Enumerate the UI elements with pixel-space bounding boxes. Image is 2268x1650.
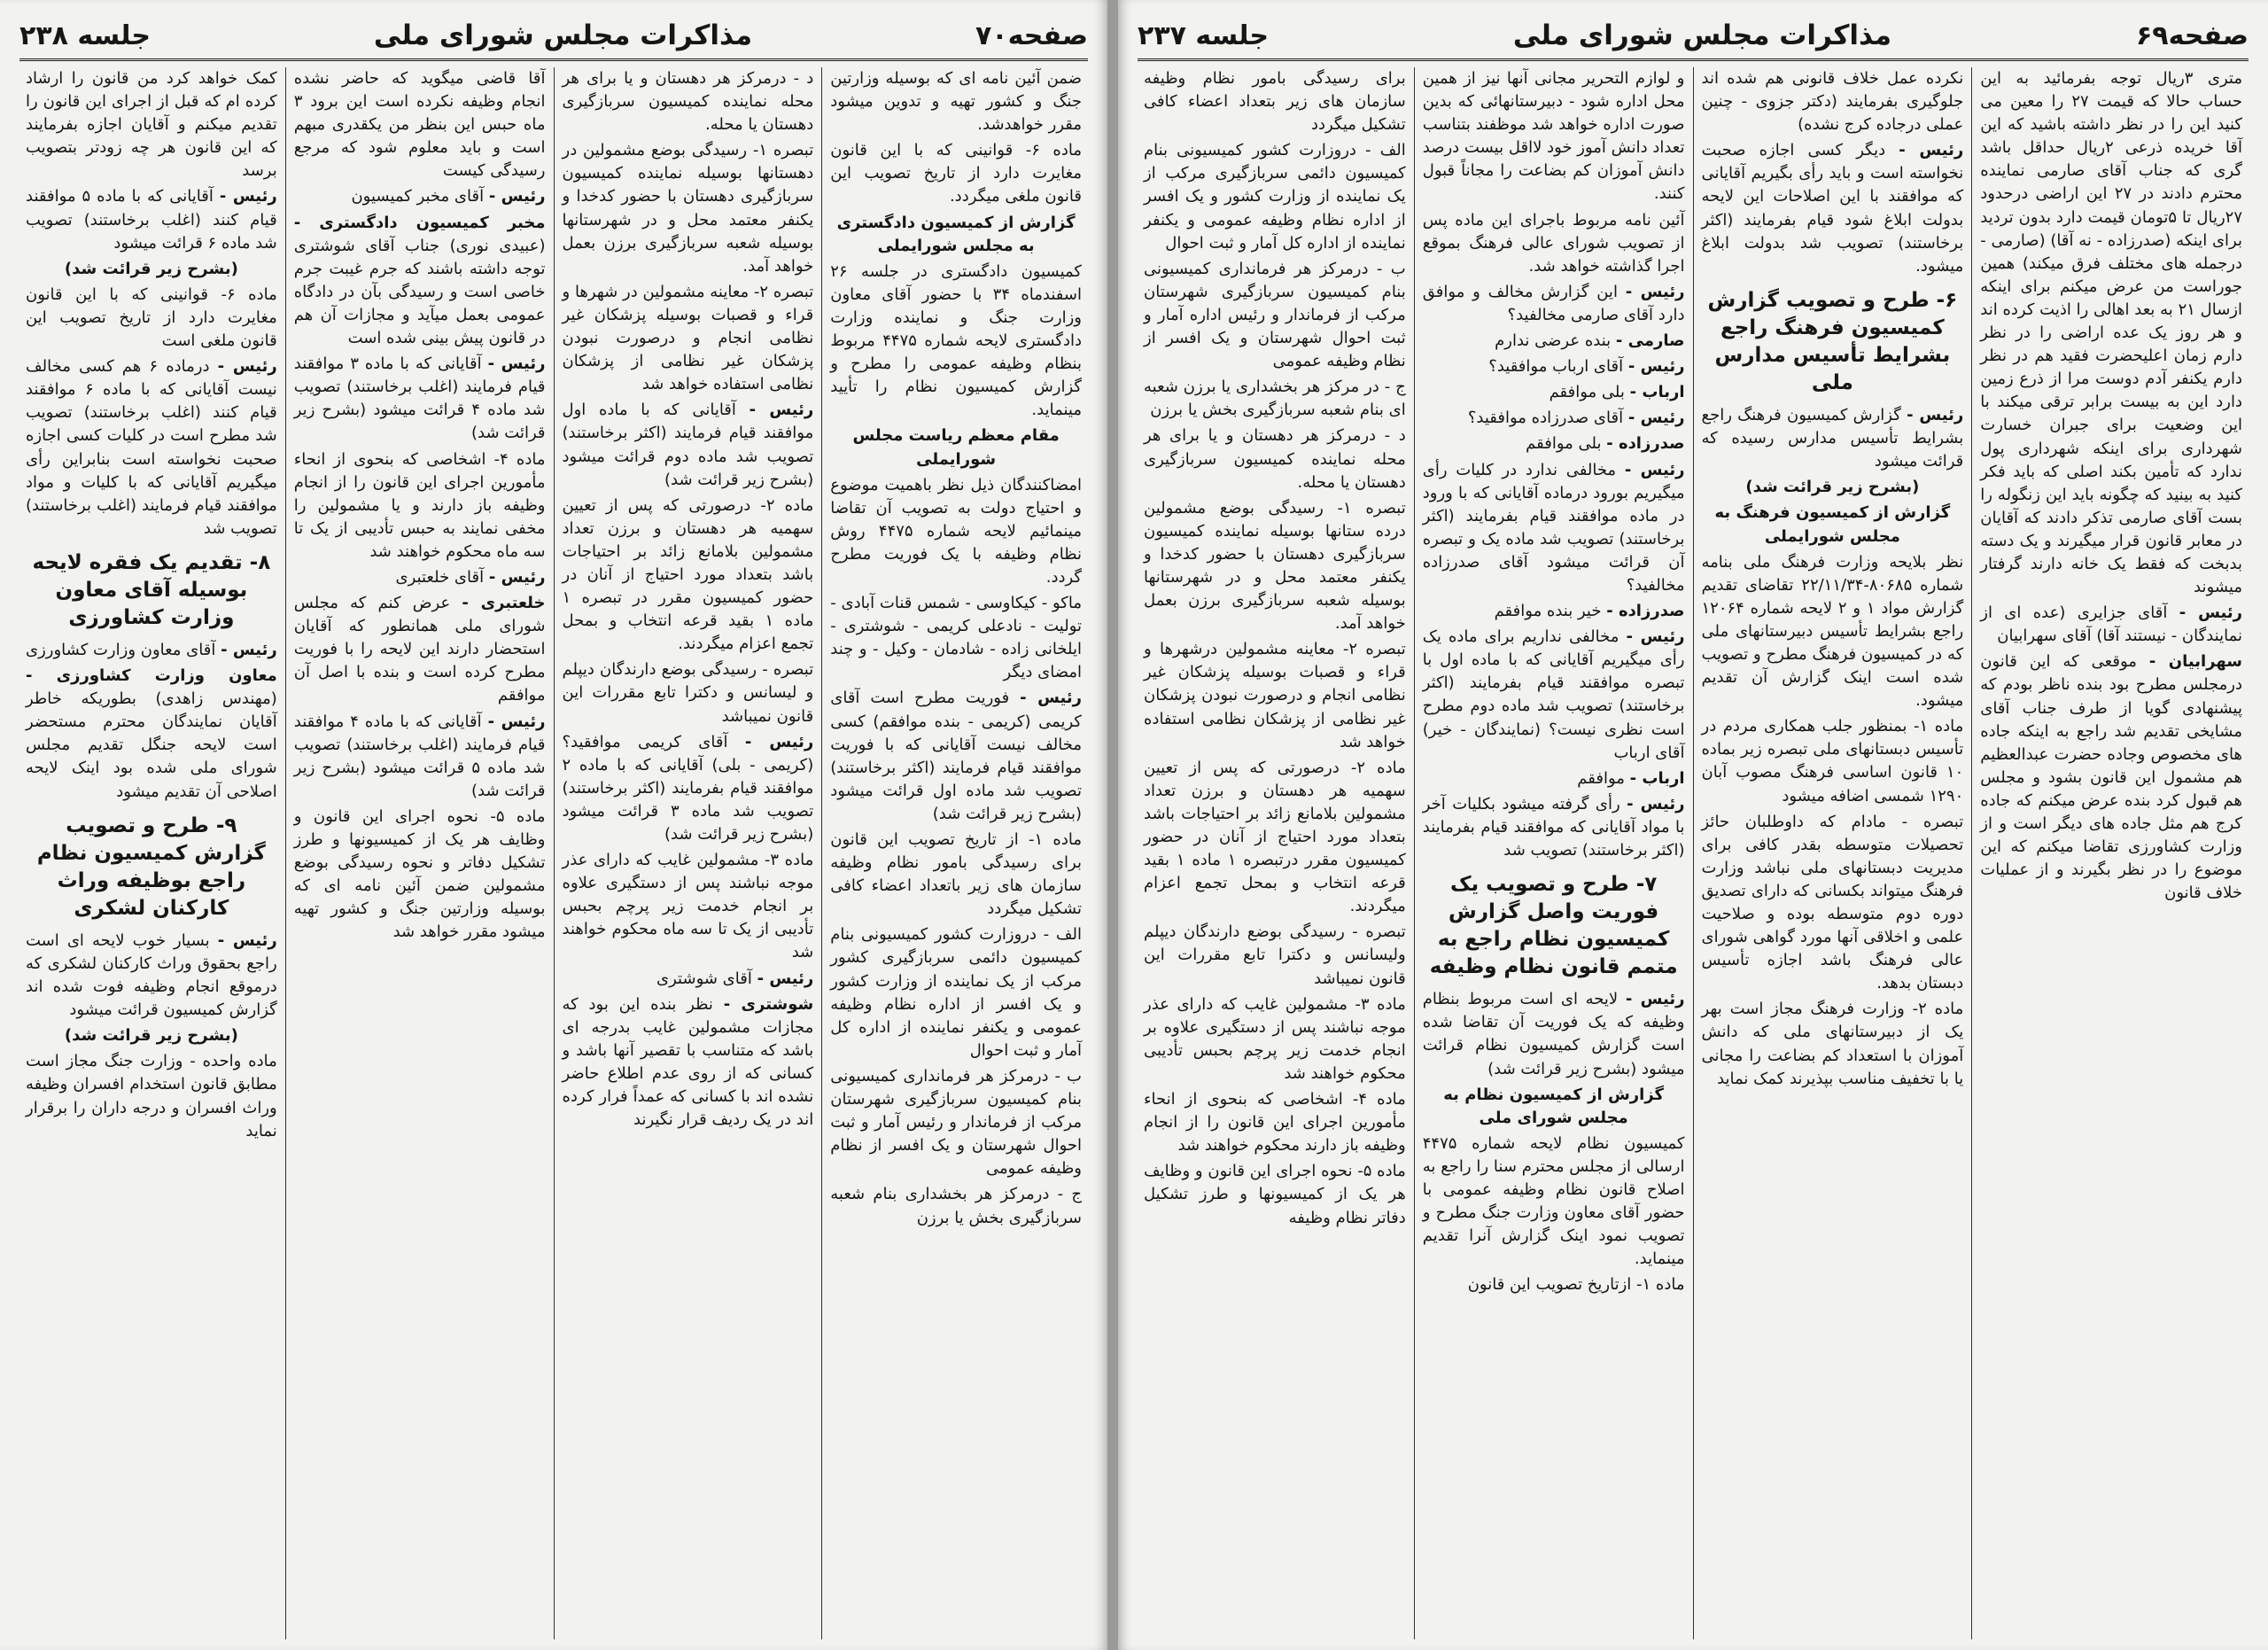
speaker-paragraph [1423,281,1685,327]
paragraph-text: تبصره ۱- رسیدگی بوضع مشمولین در دهستانها بوسیله نماینده کمیسیون سربازگیری دهستان با حضور کدخدا و یکنفر معتمد محل و در شهرستانها بوسیله شعبه سربازگیری برزن بعمل خواهد آمد. [562,141,814,276]
paragraph-text: بلی موافقم [1526,434,1602,454]
speaker-paragraph [1702,404,1964,473]
paragraph-text: دیگر کسی اجازه صحبت نخواسته است و باید رأی بگیریم آقایانی که موافقند با این اصلاحات این لایحه بدولت ابلاغ شود قیام بفرمایند (اکثر برخاستند) تصویب شد بدولت ابلاغ میشود. [1701,141,1964,276]
paragraph-text: ماده واحده - وزارت جنگ مجاز است مطابق قانون استخدام افسران وظیفه وراث افسران و درجه داران را برقرار نماید [26,1052,277,1140]
paragraph-text: بلی موافقم [1549,383,1625,402]
speaker-name: رئیس - [488,567,546,587]
speaker-paragraph [1423,626,1685,765]
paragraph [26,1050,277,1142]
speaker-paragraph [1423,459,1685,598]
speaker-name: رئیس - [488,187,546,206]
paragraph-text: خیر بنده موافقم [1494,602,1602,621]
section-heading: ۸- تقدیم یک فقره لایحه بوسیله آقای معاون وزارت کشاورزی [32,550,271,629]
paragraph-text: آقای جزایری (عده ای از نمایندگان - نیستند آقا) آقای سهرابیان [1980,603,2242,646]
text-column [1693,67,1972,1639]
paragraph [1144,921,1406,990]
column-grid [1136,67,2250,1639]
paragraph-text: (عبیدی نوری) جناب آقای شوشتری توجه داشته باشند که جرم غیبت جرم خاصی است و رسیدگی بآن در دادگاه عمومی بعمل میآید و مجازات آن هم در قانون پیش بینی شده است [293,236,546,348]
paragraph-text: ماده ۱- از تاریخ تصویب این قانون برای رسیدگی بامور نظام وظیفه سازمان های زیر باتعداد اعضاء کافی تشکیل میگردد [830,830,1083,919]
paragraph-text: آقای معاون وزارت کشاورزی [25,641,216,660]
paragraph-text: ماده ۶- قوانینی که با این قانون مغایرت دارد از تاریخ تصویب این قانون ملغی میگردد. [830,141,1082,206]
paragraph-text: ضمن آئین نامه ای که بوسیله وزارتین جنگ و کشور تهیه و تدوین میشود مقرر خواهدشد. [830,69,1082,135]
speaker-paragraph [294,353,546,445]
paragraph-text: آقایانی که با ماده اول موافقند قیام فرمایند (اکثر برخاستند) تصویب شد ماده دوم قرائت میشود (بشرح زیر قرائت شد) [562,401,814,489]
speaker-name: خلعتبری - [462,594,546,613]
speaker-name: رئیس - [487,354,546,374]
speaker-name: رئیس - [217,357,277,377]
left-page [0,0,1107,1650]
speaker-paragraph [1423,407,1685,430]
centered-line: گزارش از کمیسیون نظام به مجلس شورای ملی [1443,1085,1664,1127]
paragraph [830,1065,1082,1180]
speaker-name: صدرزاده - [1606,434,1685,454]
speaker-paragraph [294,185,546,208]
speaker-name: صارمی - [1615,331,1685,351]
centered-line: گزارش از کمیسیون فرهنگ به مجلس شورایملی [1714,503,1951,546]
paragraph-text: ماده ۴- اشخاصی که بنحوی از انحاء مأمورین اجرای این قانون را از انجام وظیفه باز دارند و یا مشمولین را مخفی نمایند به حبس تأدیبی از یک تا سه ماه محکوم خواهند شد [293,449,546,561]
page-header [19,12,1088,61]
right-page [1118,0,2268,1650]
paragraph-text: ماده ۲- وزارت فرهنگ مجاز است بهر یک از دبیرستانهای ملی که دانش آموزان با استعداد کم بضاعت را مجانی یا با تخفیف مناسب بپذیرند کمک نماید [1701,1000,1964,1088]
paragraph-text: ماده ۳- مشمولین غایب که دارای عذر موجه نباشند پس از دستگیری علاوه بر انجام خدمت زیر پرچم بحبس تأدیبی محکوم خواهند شد [1144,994,1406,1083]
paragraph-text: موافقم [1577,768,1625,788]
page-title: مذاکرات مجلس شورای ملی [373,19,753,51]
paragraph-text: آقا قاضی میگوید که حاضر نشده انجام وظیفه نکرده است این برود ۳ ماه حبس این بنظر من یکقدری مبهم است و باید معلوم شود که مرجع رسیدگی کیست [293,69,546,181]
page-number: صفحه۷۰ [975,19,1088,51]
paragraph-text: ماده ۲- درصورتی که پس از تعیین سهمیه هر دهستان و برزن تعداد مشمولین بلامانع زائد بر احتیاجات باشد بتعداد مورد احتیاج از آنان در حضور کمیسیون مقرر در تبصره ۱ ماده ۱ بقید قرعه انتخاب و بمحل تجمع اعزام میگردند. [562,495,814,654]
speaker-name: سهرابیان - [2148,652,2242,672]
paragraph [1423,67,1685,206]
speaker-paragraph [1980,650,2242,905]
paragraph [830,592,1082,684]
paragraph [1980,67,2242,599]
text-column [554,67,822,1639]
paragraph [1702,715,1964,807]
paragraph [830,1183,1082,1229]
paragraph-text: آقای صدرزاده موافقید؟ [1467,409,1624,428]
paragraph [1144,497,1406,636]
speaker-paragraph [1423,381,1685,404]
paragraph-text: گزارش کمیسیون فرهنگ راجع بشرایط تأسیس مدارس رسیده که قرائت میشود [1701,406,1964,471]
paragraph-text: آقای ارباب موافقید؟ [1488,357,1624,377]
speaker-paragraph [1423,355,1685,378]
page-number: صفحه۶۹ [2135,19,2249,51]
speaker-paragraph [294,566,546,589]
paragraph-text: تبصره ۲- معاینه مشمولین درشهرها و قراء و قصبات بوسیله پزشکان غیر نظامی انجام و درصورت نبودن پزشکان غیر نظامی از پزشکان نظامی استفاده خواهد شد [1144,640,1406,751]
paragraph [830,261,1082,423]
paragraph [563,658,814,728]
paragraph-text: متری ۳ریال توجه بفرمائید به این حساب حالا که قیمت ۲۷ را معین می کنید این را در نظر داشته باشید که این آقا خریده ذرعی ۲ریال حداقل باشد گری که جناب آقای صارمی نماینده محترم دادند در ۲۷ این اراضی درحدود ۲۷ریال تا ۵تومان قیمت دارد بدون تردید برای اینکه (صدرزاده - نه آقا) (صارمی - درجمله های مختلف فرق میکند) همین جوراست من عرض میکنم برای اینکه ازسال ۲۱ به بعد اهالی را اذیت کرده اند و هر روز یک عده اراضی را در نظر دارم زمان اعلیحضرت فقید هم در نظر دارم یکنفر آدم دوست مرا از ذرع زمین دارد این به بیست برابر ترقی میکند با این وضعیت برای جبران خسارت شهرداری برای اینکه شهرداری پول ندارد که تأمین بکند اصلی که باید فکر کنید به بینید که چگونه باید این زنگوله را بست آقای صارمی تذکر دادند که آقایان در معابر قانون قرار میگیرند و یک دسته بدبخت که فقط یک خانه دارند گرفتار میشوند [1980,69,2243,597]
session-number: جلسه ۲۳۸ [19,19,151,51]
paragraph-text: ماده ۴- اشخاصی که بنحوی از انحاء مأمورین اجرای این قانون را از انجام وظیفه باز دارند محکوم خواهند شد [1144,1090,1406,1156]
section-heading: ۷- طرح و تصویب یک فوریت واصل گزارش کمیسیون نظام راجع به متمم قانون نظام وظیفه [1429,873,1678,979]
speaker-name: رئیس - [749,401,814,420]
speaker-paragraph [1423,432,1685,455]
paragraph-text: رأی گرفته میشود بکلیات آخر با مواد آقایانی که موافقند قیام بفرمایند (اکثر برخاستند) تصویب شد [1422,794,1685,860]
speaker-name: رئیس - [1907,406,1964,425]
paragraph-text: تبصره ۲- معاینه مشمولین در شهرها و قراء و قصبات بوسیله پزشکان غیر نظامی انجام و درصورت نبودن پزشکان غیر نظامی از پزشکان نظامی استفاده خواهد شد [562,282,814,394]
paragraph-text: ماده ۵- نحوه اجرای این قانون و وظایف هر یک از کمیسیونها و طرز تشکیل دفاتر نظام وظیفه [1144,1162,1406,1227]
page-title: مذاکرات مجلس شورای ملی [1512,19,1892,51]
paragraph-text: ماده ۱- بمنظور جلب همکاری مردم در تأسیس دبستانهای ملی تبصره زیر بماده ۱۰ قانون اساسی فرهنگ مصوب آبان ۱۲۹۰ شمسی اضافه میشود [1701,717,1964,806]
paragraph-text: این گزارش مخالف و موافق دارد آقای صارمی مخالفید؟ [1422,282,1685,324]
paragraph-text: امضاکنندگان ذیل نظر باهمیت موضوع و احتیاج دولت به تصویب آن تقاضا مینمائیم لایحه شماره ۴۴۷۵ روش نظام وظیفه با یک فوریت مطرح گردد. [830,475,1082,587]
paragraph-text: کمیسیون دادگستری در جلسه ۲۶ اسفندماه ۳۴ با حضور آقای معاون وزارت جنگ و نماینده وزارت دادگستری لایحه شماره ۴۴۷۵ مربوط بنظام وظیفه عمومی را مطرح و گزارش کمیسیون نظام را تأیید مینماید. [830,261,1083,420]
speaker-paragraph [26,639,277,662]
paragraph-text: د - درمرکز هر دهستان و یا برای هر محله نماینده کمیسیون سربازگیری دهستان یا محله. [1144,426,1406,492]
speaker-name: مخبر کمیسیون دادگستری - [293,213,546,232]
speaker-name: شوشتری - [723,994,814,1014]
paragraph [1144,258,1406,373]
speaker-name: رئیس - [487,712,546,731]
paragraph [1144,993,1406,1086]
speaker-name: رئیس - [1627,409,1685,428]
paragraph [1144,757,1406,919]
speaker-paragraph [563,968,814,991]
speaker-name: رئیس - [1020,689,1082,708]
speaker-paragraph [294,212,546,351]
speaker-paragraph [1423,600,1685,623]
paragraph-text: نکرده عمل خلاف قانونی هم شده اند جلوگیری بفرمایند (دکتر جزوی - چنین عملی درجاده کرج نشده) [1701,69,1964,135]
paragraph-text: ج - در مرکز هر بخشداری یا برزن شعبه ای بنام شعبه سربازگیری بخش یا برزن [1144,377,1406,420]
paragraph [830,923,1082,1062]
paragraph-text: فوریت مطرح است آقای کریمی (کریمی - بنده موافقم) کسی مخالف نیست آقایانی که با فوریت موافقند قیام فرمایند (اکثر برخاستند) تصویب شد ماده اول قرائت میشود (بشرح زیر قرائت شد) [830,689,1082,823]
paragraph-text: آقای کریمی موافقید؟ (کریمی - بلی) آقایانی که با ماده ۲ موافقند قیام بفرمایند (اکثر برخاستند) تصویب شد ماده ۳ قرائت میشود (بشرح زیر قرائت شد) [562,732,814,844]
paragraph-text: تبصره - مادام که داوطلبان حائز تحصیلات متوسطه بقدر کافی برای مدیریت دبستانهای ملی نباشد وزارت فرهنگ میتواند بکسانی که دارای تصدیق دوره دوم متوسطه بوده و صلاحیت علمی و اخلاقی آنها مورد گواهی شورای عالی فرهنگ باشد اجازه تأسیس دبستان بدهد. [1701,812,1964,993]
speaker-paragraph [1980,602,2242,648]
paragraph-text: درماده ۶ هم کسی مخالف نیست آقایانی که با ماده ۶ موافقند قیام کنند (اغلب برخاستند) تصویب شد مطرح است در کلیات کسی اجازه صحبت نخواسته است بنابراین رأی میگیریم آقایانی که با کلیات و مواد موافقند قیام فرمایند (اغلب برخاستند) تصویب شد [26,357,277,538]
text-column [285,67,554,1639]
paragraph-text: موقعی که این قانون درمجلس مطرح بود بنده ناظر بودم که پیشنهادی گویا از طرف جناب آقای مشایخی تقدیم شد راجع به اینکه جاده های مخصوص وجاده حضرت عبدالعظیم هم مشمول این قانون بشود و مجلس هم قبول کرد بنده عرض میکنم که جاده کرج هم مثل جاده های دیگر است و از وزارت کشاورزی تقاضا میکنم که این موضوع را در نظر بگیرند و از عملیات خلاف قانون [1980,652,2242,903]
paragraph-text: تبصره - رسیدگی بوضع دارندگان دیپلم ولیسانس و دکترا تابع مقررات این قانون نمیباشد [1144,922,1406,988]
speaker-paragraph [26,185,277,254]
speaker-name: رئیس - [1625,282,1685,301]
paragraph-text: د - درمرکز هر دهستان و یا برای هر محله نماینده کمیسیون سربازگیری دهستان یا محله. [562,69,814,135]
paragraph-text: آئین نامه مربوط باجرای این ماده پس از تصویب شورای عالی فرهنگ بموقع اجرا گذاشته خواهد شد. [1422,210,1685,276]
paragraph-text: آقای خلعتبری [395,567,485,587]
speaker-paragraph [1702,139,1964,278]
speaker-name: رئیس - [217,930,277,950]
paragraph [563,281,814,396]
paragraph-text: ماده ۲- درصورتی که پس از تعیین سهمیه هر دهستان و برزن تعداد مشمولین بلامانع زائد بر احتیاجات باشد بتعداد مورد احتیاج از آنان در حضور کمیسیون مقرر درتبصره ۱ ماده ۱ بقید قرعه انتخاب و بمحل تجمع اعزام میگردند. [1144,758,1406,916]
speaker-paragraph [1423,988,1685,1080]
speaker-name: رئیس - [1627,357,1685,377]
paragraph [1144,1160,1406,1229]
paragraph-text: و لوازم التحریر مجانی آنها نیز از همین محل اداره شود - دبیرستانهائی که بدین صورت اداره خواهد شد موظفند بتناسب تعداد دانش آموز خود لااقل بیست درصد دانش آموزان کم بضاعت را مجاناً قبول کنند. [1422,69,1685,204]
paragraph [294,67,546,183]
speaker-name: رئیس - [1627,794,1685,813]
paragraph-text: آقایانی که با ماده ۴ موافقند قیام فرمایند (اغلب برخاستند) تصویب شد ماده ۵ قرائت میشود (بشرح زیر قرائت شد) [293,712,546,800]
centered-line: (بشرح زیر قرائت شد) [64,1026,238,1046]
paragraph-text: ماده ۵- نحوه اجرای این قانون و وظایف هر یک از کمیسیونها و طرز تشکیل دفاتر و نحوه رسیدگی بوضع مشمولین ضمن آئین نامه ای که بوسیله وزارتین جنگ و کشور تهیه میشود مقرر خواهد شد [293,806,546,942]
paragraph [563,849,814,964]
paragraph-text: عرض کنم که مجلس شورای ملی همانطور که آقایان استحضار دارند این لایحه را با فوریت مطرح کرده است و بنده با اصل آن موافقم [293,594,546,705]
speaker-paragraph [1423,330,1685,353]
paragraph-text: آقای مخبر کمیسیون [351,187,485,206]
speaker-name: معاون وزارت کشاورزی - [26,666,277,686]
paragraph [294,448,546,564]
paragraph [1702,551,1964,713]
paragraph-text: نظر بنده این بود که مجازات مشمولین غایب بدرجه ای باشد که متناسب با تقصیر آنها باشد و کسانی که از روی عدم اطلاع حاضر نشده اند با کسانی که عمداً فرار کرده اند در یک ردیف قرار نگیرند [562,994,814,1130]
paragraph-text: آقایانی که با ماده ۵ موافقند قیام کنند (اغلب برخاستند) تصویب شد ماده ۶ قرائت میشود [26,187,277,253]
speaker-paragraph [26,930,277,1022]
text-column [1136,67,1414,1639]
paragraph [26,67,277,183]
paragraph [1144,638,1406,753]
speaker-name: رئیس - [221,641,277,660]
paragraph [1702,998,1964,1090]
paragraph [1423,209,1685,278]
paragraph-text: مخالفی نداریم برای ماده یک رأی میگیریم آقایانی که با ماده اول با تبصره موافقند قیام بفرمایند (اکثر برخاستند) تصویب شد ماده دوم مطرح است نظری نیست؟ (نمایندگان - خیر) آقای ارباب [1422,627,1685,762]
speaker-name: رئیس - [219,187,277,206]
paragraph-text: الف - دروزارت کشور کمیسیونی بنام کمیسیون دائمی سربازگیری کشور مرکب از یک نماینده از وزارت کشور و یک افسر از اداره نظام وظیفه عمومی و یکنفر نماینده از اداره کل آمار و ثبت احوال [830,925,1082,1060]
paragraph [830,829,1082,921]
paragraph [1144,1088,1406,1157]
paragraph [294,806,546,945]
paragraph-text: کمیسیون نظام لایحه شماره ۴۴۷۵ ارسالی از مجلس محترم سنا را راجع به اصلاح قانون نظام وظیفه عمومی با حضور آقای معاون وزارت جنگ مطرح و تصویب نمود اینک گزارش آنرا تقدیم مینماید. [1422,1133,1685,1269]
paragraph-text: برای رسیدگی بامور نظام وظیفه سازمان های زیر بتعداد اعضاء کافی تشکیل میگردد [1144,69,1406,135]
paragraph [563,494,814,657]
paragraph-text: ب - درمرکز هر فرمانداری کمیسیونی بنام کمیسیون سربازگیری شهرستان مرکب از فرماندار و رئیس آمار و ثبت احوال شهرستان و یک افسر از نظام وظیفه عمومی [830,1066,1082,1179]
text-column [1414,67,1693,1639]
book-gutter [1107,0,1118,1650]
paragraph [1423,1273,1685,1296]
session-number: جلسه ۲۳۷ [1138,19,1269,51]
paragraph-text: بسیار خوب لایحه ای است راجع بحقوق وراث کارکنان لشکری که درموقع انجام وظیفه فوت شده اند گزارش کمیسیون قرائت میشود [26,930,277,1020]
speaker-name: رئیس - [2179,603,2242,623]
speaker-name: ارباب - [1629,383,1685,402]
speaker-paragraph [1423,793,1685,862]
paragraph [1144,424,1406,494]
paragraph [830,474,1082,589]
text-column [821,67,1090,1639]
speaker-paragraph [26,355,277,541]
section-heading: ۶- طرح و تصویب گزارش کمیسیون فرهنگ راجع بشرایط تأسیس مدارس ملی [1707,288,1958,394]
speaker-name: رئیس - [1626,627,1685,647]
paragraph-text: نظر بلایحه وزارت فرهنگ ملی بنامه شماره ۸۰۶۸۵-۲۲/۱۱/۳۴ تقاضای تقدیم گزارش مواد ۱ و ۲ لایحه شماره ۱۲۰۶۴ راجع بشرایط تأسیس دبیرستانهای ملی که در کمیسیون فرهنگ مطرح و تصویب شده است اینک گزارش آن تقدیم میشود. [1701,552,1964,711]
centered-line: (بشرح زیر قرائت شد) [1745,478,1920,497]
speaker-paragraph [294,711,546,803]
paragraph [1144,139,1406,254]
paragraph [830,139,1082,208]
centered-line: (بشرح زیر قرائت شد) [64,259,238,278]
paragraph-text: ماکو - کیکاوسی - شمس قنات آبادی - تولیت - نادعلی کریمی - شوشتری - ایلخانی زاده - شادمان - وکیل - و چند امضای دیگر [830,594,1082,682]
speaker-paragraph [563,993,814,1132]
speaker-paragraph [1423,767,1685,790]
speaker-name: رئیس - [1625,990,1685,1009]
text-column [18,67,285,1639]
paragraph [1702,67,1964,136]
centered-line: گزارش از کمیسیون دادگستری به مجلس شورایملی [836,213,1076,255]
speaker-paragraph [563,399,814,491]
text-column [1971,67,2250,1639]
paragraph-text: ب - درمرکز هر فرمانداری کمیسیونی بنام کمیسیون سربازگیری شهرستان مرکب از فرماندار و رئیس اداره آمار و ثبت احوال شهرستان و یک افسر از نظام وظیفه عمومی [1144,259,1406,371]
speaker-name: صدرزاده - [1606,602,1685,621]
speaker-name: رئیس - [757,969,814,988]
paragraph-text: ج - درمرکز هر بخشداری بنام شعبه سربازگیری بخش یا برزن [830,1185,1082,1227]
paragraph [1423,1132,1685,1272]
paragraph-text: لایحه ای است مربوط بنظام وظیفه که یک فوریت آن تقاضا شده است گزارش کمیسیون نظام قرائت میشود (بشرح زیر قرائت شد) [1422,990,1685,1078]
paragraph-text: بنده عرضی ندارم [1495,331,1612,351]
speaker-paragraph [26,665,277,804]
paragraph-text: ماده ۶- قوانینی که با این قانون مغایرت دارد از تاریخ تصویب این قانون ملغی است [26,284,277,351]
paragraph-text: ماده ۳- مشمولین غایب که دارای عذر موجه نباشند پس از دستگیری علاوه بر انجام خدمت زیر پرچم بحبس تأدیبی از یک تا سه ماه محکوم خواهند شد [562,851,814,962]
paragraph-text: تبصره ۱- رسیدگی بوضع مشمولین درده ستانها بوسیله نماینده کمیسیون سربازگیری دهستان با حضور کدخدا و یکنفر معتمد محل و در شهرستانها بوسیله شعبه سربازگیری برزن بعمل خواهد آمد. [1144,498,1406,634]
speaker-name: رئیس - [744,732,814,751]
paragraph-text: ماده ۱- ازتاریخ تصویب این قانون [1467,1275,1685,1295]
centered-line: مقام معظم ریاست مجلس شورایملی [852,426,1060,469]
section-heading: ۹- طرح و تصویب گزارش کمیسیون نظام راجع بوظیفه وراث کارکنان لشکری [36,813,266,920]
page-header [1138,12,2249,61]
paragraph-text: تبصره - رسیدگی بوضع دارندگان دیپلم و لیسانس و دکترا تابع مقررات این قانون نمیباشد [562,660,814,726]
paragraph [1144,67,1406,136]
speaker-paragraph [830,687,1082,826]
paragraph-text: آقای شوشتری [656,969,752,988]
paragraph-text: آقایانی که با ماده ۳ موافقند قیام فرمایند (اغلب برخاستند) تصویب شد ماده ۴ قرائت میشود (بشرح زیر قرائت شد) [293,354,546,443]
speaker-name: رئیس - [1624,460,1685,479]
speaker-name: رئیس - [1899,141,1964,160]
speaker-paragraph [294,592,546,707]
paragraph-text: مخالفی ندارد در کلیات رأی میگیریم بورود درماده آقایانی که با ورود در ماده موافقند قیام بفرمایند (اکثر برخاستند) تصویب شد ماده یک و تبصره آن قرائت میشود آقای صدرزاده مخالفید؟ [1422,460,1685,595]
paragraph [563,139,814,278]
speaker-name: ارباب - [1629,768,1685,788]
paragraph-text: الف - دروزارت کشور کمیسیونی بنام کمیسیون دائمی سربازگیری مرکب از یک نماینده از وزارت کشور و یک افسر از اداره نظام وظیفه عمومی و یکنفر نماینده از اداره کل آمار و ثبت احوال [1144,141,1406,253]
column-grid [18,67,1090,1639]
paragraph [26,284,277,353]
paragraph [563,67,814,136]
paragraph-text: کمک خواهد کرد من قانون را ارشاد کرده ام که قبل از اجرای این قانون را تقدیم میکنم و آقایان اجازه بفرمایند که این قانون هر چه زودتر بتصویب برسد [26,69,277,181]
paragraph [830,67,1082,136]
paragraph [1144,376,1406,422]
paragraph [1702,811,1964,996]
speaker-paragraph [563,731,814,846]
paragraph-text: (مهندس زاهدی) بطوریکه خاطر آقایان نمایندگان محترم مستحضر است لایحه جنگل تقدیم مجلس شورای ملی شده بود اینک لایحه اصلاحی آن تقدیم میشود [26,689,277,801]
